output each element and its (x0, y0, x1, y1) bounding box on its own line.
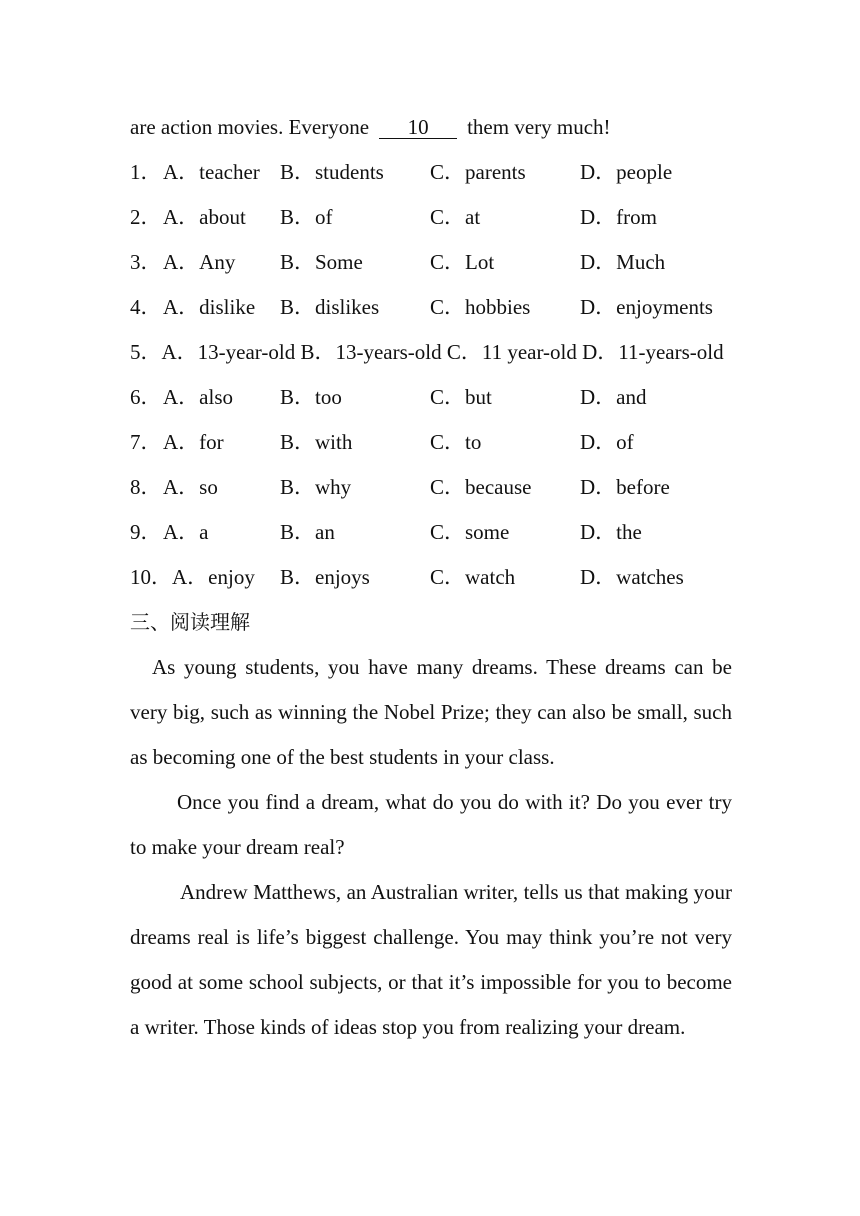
option-c: C．Lot (430, 250, 495, 274)
option-b: B．an (280, 520, 335, 544)
option-c: C．to (430, 430, 482, 454)
option-c: C．hobbies (430, 295, 531, 319)
option-d: D．from (580, 205, 657, 229)
option-c: C．some (430, 520, 510, 544)
option-d: D．before (580, 475, 670, 499)
option-a: A．so (163, 475, 218, 499)
option-b: B．of (280, 205, 333, 229)
option-b: B．too (280, 385, 342, 409)
question-2 (130, 195, 732, 240)
option-c: C．parents (430, 160, 526, 184)
option-a: A．teacher (163, 160, 260, 184)
option-a: A．dislike (163, 295, 256, 319)
option-a: A．enjoy (172, 565, 255, 589)
option-a: A．about (163, 205, 246, 229)
question-4 (130, 285, 732, 330)
question-number: 9． (130, 520, 162, 544)
option-c: C．watch (430, 565, 516, 589)
option-d: D．the (580, 520, 642, 544)
question-3 (130, 240, 732, 285)
cloze-last-line (130, 105, 732, 150)
option-b: B．Some (280, 250, 363, 274)
option-c: C．at (430, 205, 481, 229)
cloze-text-after: them very much! (467, 115, 611, 139)
reading-paragraph-2: Once you find a dream, what do you do with it? Do you ever try to make your dream real? (130, 790, 732, 859)
question-6 (130, 375, 732, 420)
option-c: C．but (430, 385, 492, 409)
option-b: B．students (280, 160, 384, 184)
question-5 (130, 330, 732, 375)
option-d: D．and (580, 385, 647, 409)
reading-paragraph-1: As young students, you have many dreams. These dreams can be very big, such as winning the Nobel Prize; they can also be small, such as becoming one of the best students in your class. (130, 655, 732, 769)
question-9 (130, 510, 732, 555)
option-c: C．because (430, 475, 532, 499)
question-5-text: 5．A．13-year-old B．13-years-old C．11 year-old D．11-years-old (130, 340, 724, 364)
question-10 (130, 555, 732, 600)
option-b: B．dislikes (280, 295, 380, 319)
question-number: 10． (130, 565, 172, 589)
option-d: D．enjoyments (580, 295, 713, 319)
question-number: 1． (130, 160, 162, 184)
option-d: D．Much (580, 250, 666, 274)
option-d: D．people (580, 160, 673, 184)
question-number: 3． (130, 250, 162, 274)
question-number: 2． (130, 205, 162, 229)
option-a: A．also (163, 385, 233, 409)
question-7 (130, 420, 732, 465)
option-b: B．with (280, 430, 353, 454)
question-number: 7． (130, 430, 162, 454)
option-b: B．enjoys (280, 565, 370, 589)
question-number: 8． (130, 475, 162, 499)
reading-paragraph-3: Andrew Matthews, an Australian writer, tells us that making your dreams real is life’s biggest challenge. You may think you’re not very good at some school subjects, or that it’s impossible for you to become a writer. Those kinds of ideas stop you from realizing your dream. (130, 880, 732, 1039)
question-number: 6． (130, 385, 162, 409)
question-1 (130, 150, 732, 195)
option-a: A．a (163, 520, 209, 544)
option-a: A．Any (163, 250, 236, 274)
cloze-blank-10: 10 (379, 116, 457, 139)
option-d: D．watches (580, 565, 684, 589)
option-a: A．for (163, 430, 224, 454)
question-8 (130, 465, 732, 510)
cloze-text-before: are action movies. Everyone (130, 115, 370, 139)
section-heading-reading: 三、阅读理解 (130, 610, 250, 634)
question-number: 4． (130, 295, 162, 319)
option-b: B．why (280, 475, 352, 499)
option-d: D．of (580, 430, 634, 454)
